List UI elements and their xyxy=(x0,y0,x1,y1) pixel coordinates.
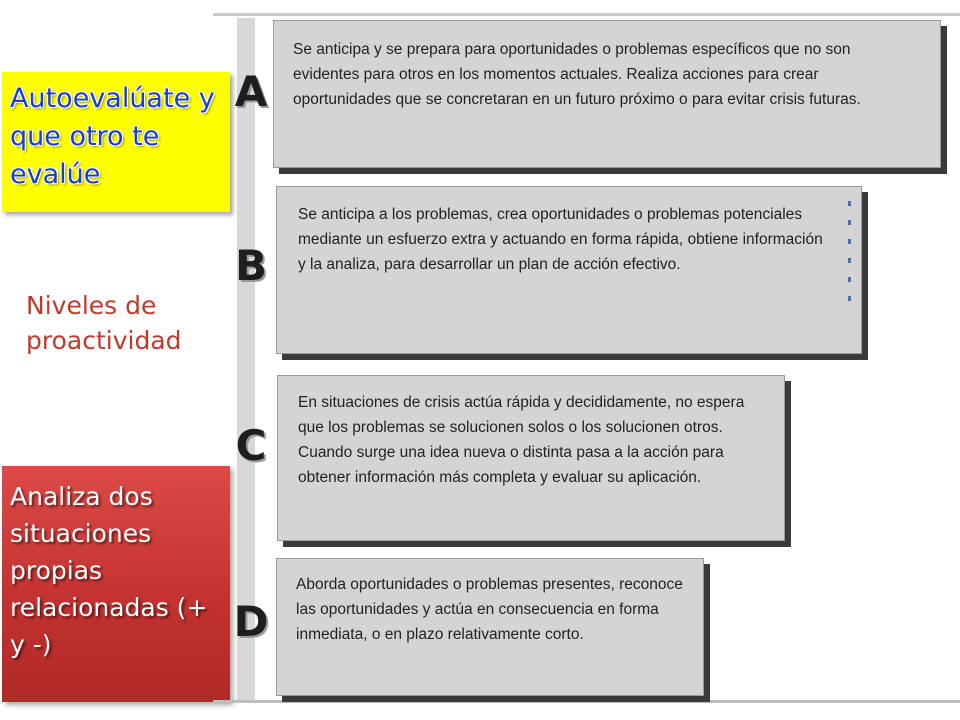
level-d-card xyxy=(276,558,704,696)
level-a-card xyxy=(273,20,941,168)
proactivity-levels-label: Niveles de proactividad xyxy=(26,291,182,355)
level-a-description: Se anticipa y se prepara para oportunidades o problemas específicos que no son evidentes para otros en los momentos actuales. Realiza acciones para crear oportunidades que se concretaran en un futuro próximo o para evitar crisis futuras. xyxy=(293,41,861,108)
level-c-description: En situaciones de crisis actúa rápida y decididamente, no espera que los problemas se solucionen solos o los solucionen otros. Cuando surge una idea nueva o distinta pasa a la acción para obtener información más completa y evaluar su aplicación. xyxy=(298,394,745,486)
self-evaluate-text: Autoevalúate y que otro te evalúe xyxy=(10,83,215,190)
level-b-letter: B xyxy=(234,241,267,290)
top-rule xyxy=(213,13,960,16)
level-b-description: Se anticipa a los problemas, crea oportunidades o problemas potenciales mediante un esfuerzo extra y actuando en forma rápida, obtiene información y la analiza, para desarrollar un plan de acción efectivo. xyxy=(298,206,823,273)
analyze-situations-text: Analiza dos situaciones propias relacionadas (+ y -) xyxy=(10,482,208,659)
level-b-edge-marks xyxy=(848,201,851,301)
bottom-rule xyxy=(213,700,960,703)
level-d-letter: D xyxy=(233,597,269,646)
level-b-card xyxy=(276,186,862,354)
level-c-card xyxy=(277,375,785,541)
analyze-situations-callout xyxy=(2,466,230,702)
self-evaluate-callout xyxy=(2,72,230,212)
level-c-letter: C xyxy=(235,421,267,470)
level-a-letter: A xyxy=(234,67,268,116)
level-d-description: Aborda oportunidades o problemas presentes, reconoce las oportunidades y actúa en consecuencia en forma inmediata, o en plazo relativamente corto. xyxy=(296,576,683,643)
